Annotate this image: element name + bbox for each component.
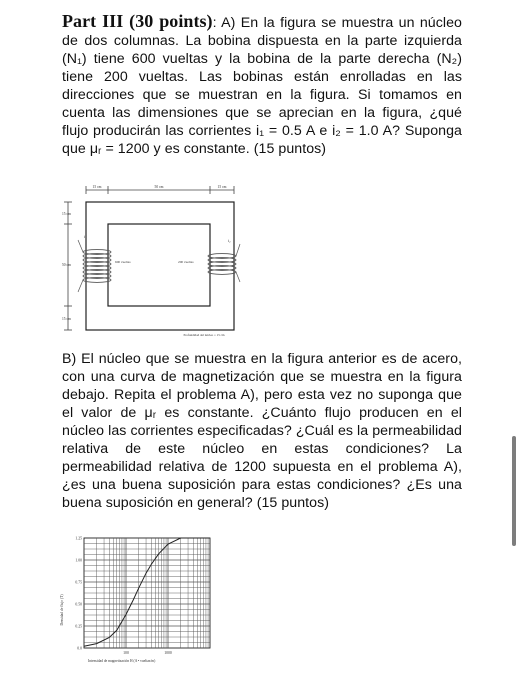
- chart-grid: [84, 538, 210, 648]
- y-tick-label: 0.25: [75, 624, 82, 629]
- n1-label: 600 vueltas: [115, 260, 131, 264]
- x-tick-labels: [123, 651, 172, 655]
- y-tick-label: 0.75: [75, 580, 82, 585]
- part-heading: Part III (30 points): [62, 11, 213, 31]
- core-window: [108, 224, 210, 306]
- figure-caption: Profundidad del núcleo = 15 cm: [183, 333, 225, 337]
- part-a-text: A) En la figura se muestra un núcleo de dos columnas. La bobina dispuesta en la parte izquierda (N₁) tiene 600 vueltas y la bobina de la parte derecha (N₂) tiene 200 vueltas. Las bobinas están enrolladas en las direcciones que se muestran en la figura. Si tomamos en cuenta las dimensiones que se aprecian en la figura, ¿qué flujo producirán las corrientes i₁ = 0.5 A e i₂ = 1.0 A? Suponga que μᵣ = 1200 y es constante. (15 puntos): [62, 15, 462, 157]
- magnetization-curve-chart: [58, 530, 218, 668]
- heading-colon: :: [212, 15, 222, 31]
- y-tick-label: 1.25: [75, 536, 82, 541]
- dim-left-mid: 50 cm: [62, 263, 71, 267]
- y-axis-label: Densidad de flujo (T): [60, 594, 64, 626]
- dim-top-mid: 50 cm: [154, 185, 164, 189]
- x-tick-label: 1000: [164, 651, 172, 655]
- x-axis-label: Intensidad de magnetización H (A • vueltas/m): [88, 659, 156, 663]
- part-b-paragraph: [62, 350, 462, 512]
- scrollbar[interactable]: [512, 436, 516, 546]
- i2-label: i₂: [228, 238, 231, 243]
- y-tick-label: 0.0: [77, 646, 82, 651]
- dim-top-right: 15 cm: [217, 185, 227, 189]
- part-b-text: B) El núcleo que se muestra en la figura anterior es de acero, con una curva de magnetización que se muestra en la figura debajo. Repita el problema A), pero esta vez no suponga que el valor de μᵣ es constante. ¿Cuánto flujo producen en el núcleo las corrientes especificadas? ¿Cuál es la permeabilidad relativa de este núcleo en estas condiciones? La permeabilidad relativa de 1200 supuesta en el problema A), ¿es una buena suposición para estas condiciones? ¿Es una buena suposición en general? (15 puntos): [62, 351, 462, 511]
- dim-left-top: 15 cm: [62, 212, 71, 216]
- dim-left-bottom: 15 cm: [62, 317, 71, 321]
- n2-label: 200 vueltas: [178, 260, 194, 264]
- y-tick-label: 1.00: [75, 558, 82, 563]
- part-a-paragraph: [62, 12, 462, 158]
- x-tick-label: 100: [123, 651, 129, 655]
- i1-label: i₁: [84, 234, 87, 239]
- magnetic-core-figure: [58, 182, 248, 342]
- dim-top-left: 15 cm: [92, 185, 102, 189]
- bh-curve-series: [84, 538, 210, 646]
- y-tick-labels: [75, 536, 82, 650]
- y-tick-label: 0.50: [75, 602, 82, 607]
- left-coil: [83, 250, 111, 283]
